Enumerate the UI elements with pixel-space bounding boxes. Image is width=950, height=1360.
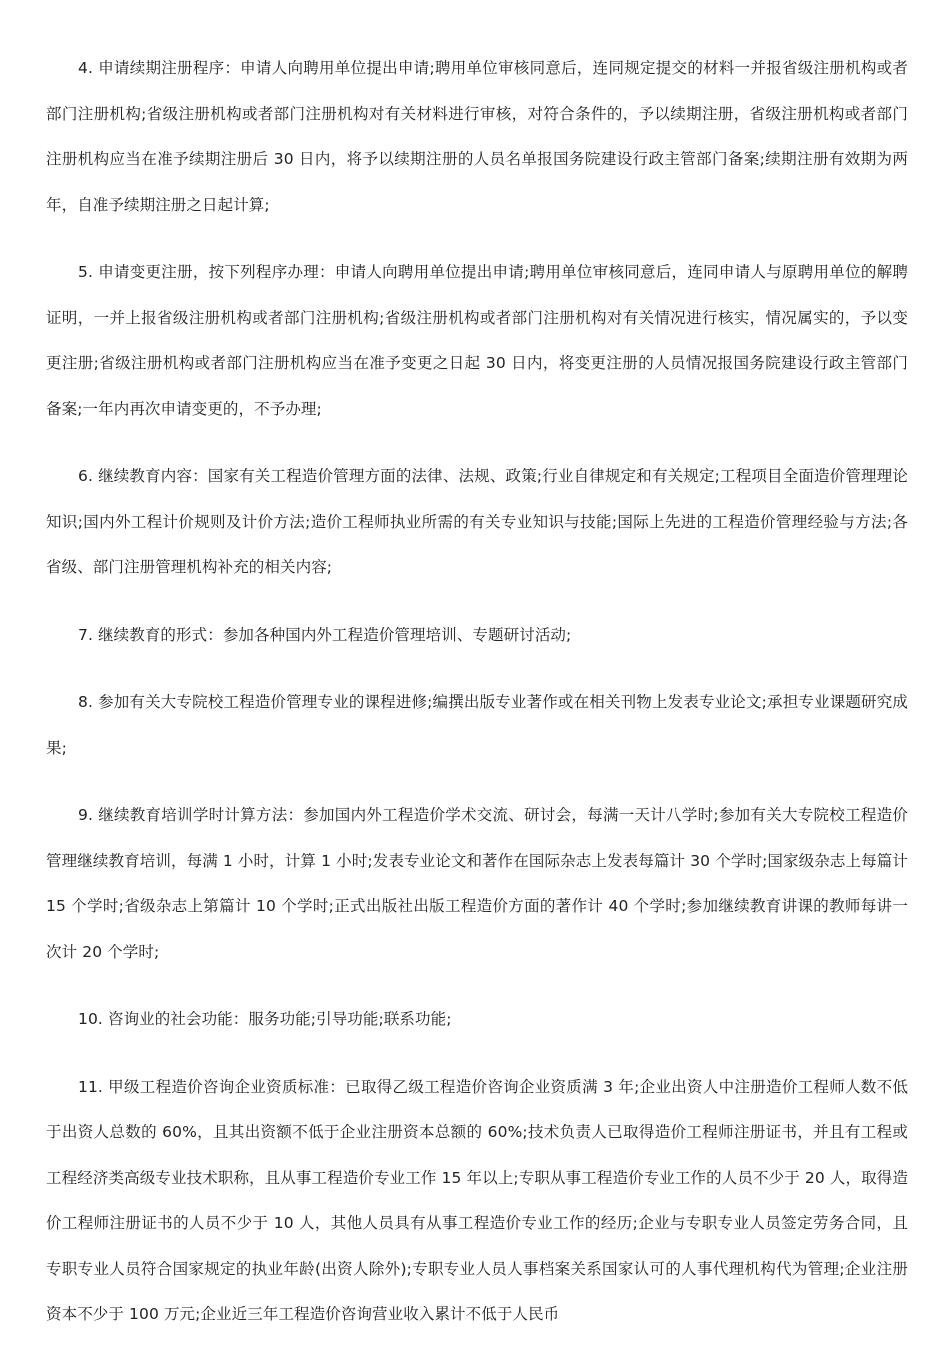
paragraph-item-6: 6. 继续教育内容：国家有关工程造价管理方面的法律、法规、政策;行业自律规定和有关规定;工程项目全面造价管理理论知识;国内外工程计价规则及计价方法;造价工程师执业所需的有关专业知识与技能;国际上先进的工程造价管理经验与方法;各省级、部门注册管理机构补充的相关内容; — [46, 467, 908, 576]
paragraph-item-11: 11. 甲级工程造价咨询企业资质标准：已取得乙级工程造价咨询企业资质满 3 年;企业出资人中注册造价工程师人数不低于出资人总数的 60%，且其出资额不低于企业注册资本总额的 60%;技术负责人已取得造价工程师注册证书，并且有工程或工程经济类高级专业技术职称，且从事工程造价专业工作 15 年以上;专职从事工程造价专业工作的人员不少于 20 人，取得造价工程师注册证书的人员不少于 10 人，其他人员具有从事工程造价专业工作的经历;企业与专职专业人员签定劳务合同，且专职专业人员符合国家规定的执业年龄(出资人除外);专职专业人员人事档案关系国家认可的人事代理机构代为管理;企业注册资本不少于 100 万元;企业近三年工程造价咨询营业收入累计不低于人民币 — [46, 1077, 908, 1323]
document-page — [46, 46, 908, 1360]
paragraph-item-8: 8. 参加有关大专院校工程造价管理专业的课程进修;编撰出版专业著作或在相关刊物上发表专业论文;承担专业课题研究成果; — [46, 693, 908, 757]
paragraph-item-5: 5. 申请变更注册，按下列程序办理：申请人向聘用单位提出申请;聘用单位审核同意后，连同申请人与原聘用单位的解聘证明，一并上报省级注册机构或者部门注册机构;省级注册机构或者部门注册机构对有关情况进行核实，情况属实的，予以变更注册;省级注册机构或者部门注册机构应当在准予变更之日起 30 日内，将变更注册的人员情况报国务院建设行政主管部门备案;一年内再次申请变更的，不予办理; — [46, 263, 908, 418]
paragraph-item-9: 9. 继续教育培训学时计算方法：参加国内外工程造价学术交流、研讨会，每满一天计八学时;参加有关大专院校工程造价管理继续教育培训，每满 1 小时，计算 1 小时;发表专业论文和著作在国际杂志上发表每篇计 30 个学时;国家级杂志上每篇计 15 个学时;省级杂志上第篇计 10 个学时;正式出版社出版工程造价方面的著作计 40 个学时;参加继续教育讲课的教师每讲一次计 20 个学时; — [46, 806, 908, 961]
paragraph-item-4: 4. 申请续期注册程序：申请人向聘用单位提出申请;聘用单位审核同意后，连同规定提交的材料一并报省级注册机构或者部门注册机构;省级注册机构或者部门注册机构对有关材料进行审核，对符合条件的，予以续期注册，省级注册机构或者部门注册机构应当在准予续期注册后 30 日内，将予以续期注册的人员名单报国务院建设行政主管部门备案;续期注册有效期为两年，自准予续期注册之日起计算; — [46, 59, 908, 214]
paragraph-item-7: 7. 继续教育的形式：参加各种国内外工程造价管理培训、专题研讨活动; — [78, 625, 572, 644]
paragraph-item-10: 10. 咨询业的社会功能：服务功能;引导功能;联系功能; — [78, 1010, 452, 1028]
